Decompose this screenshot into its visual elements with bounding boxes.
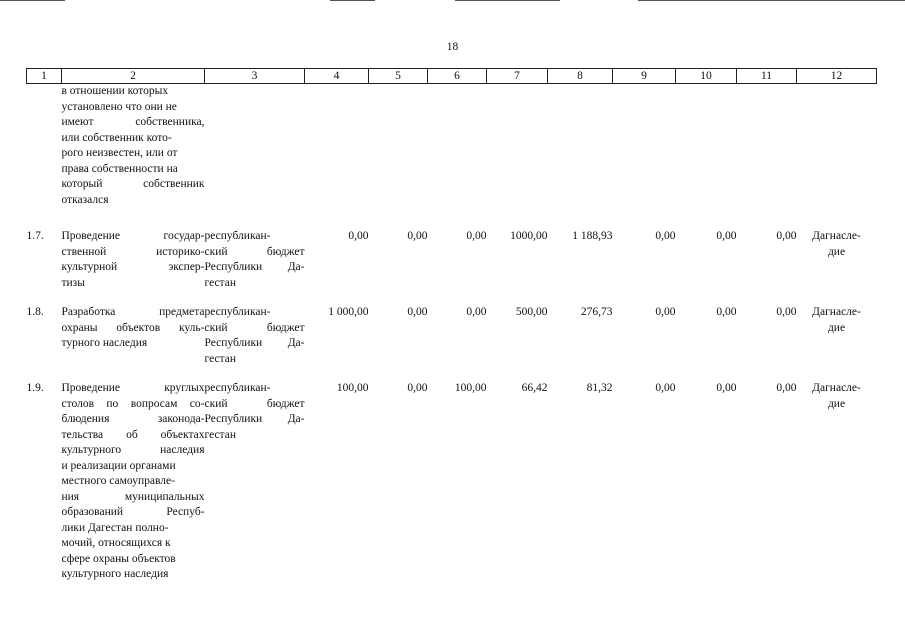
header-cell: 9 [613, 69, 676, 84]
header-cell: 12 [797, 69, 877, 84]
value-cell: 0,00 [716, 382, 737, 394]
table-row [27, 305, 877, 367]
row-number: 1.9. [26, 382, 44, 394]
header-cell: 6 [428, 69, 487, 84]
row-name: Разработка предмета охраны объектов куль- турного наследия [61, 306, 205, 349]
value-cell: 0,00 [407, 382, 428, 394]
value-cell: 1 000,00 [328, 306, 369, 318]
header-cell: 2 [62, 69, 205, 84]
value-cell: 81,32 [586, 382, 613, 394]
row-name: Проведение государ- ственной историко- культурной экспер- тизы [61, 230, 205, 289]
header-cell: 5 [369, 69, 428, 84]
value-cell: 0,00 [466, 306, 487, 318]
value-cell: 0,00 [776, 306, 797, 318]
header-cell: 4 [305, 69, 369, 84]
value-cell: 66,42 [521, 382, 548, 394]
page-number: 18 [446, 41, 459, 53]
value-cell: 0,00 [407, 230, 428, 242]
row-name: Проведение круглых столов по вопросам со- блюдения законода- тельства об объектах культурного наследия и реализации органами местного самоуправле- ния муниципальных образований Респуб- лики Дагестан полно- мочий, относящихся к сфере охраны объектов культурного наследия [61, 382, 205, 580]
value-cell: 100,00 [454, 382, 487, 394]
program-table [26, 68, 877, 583]
row-source: республикан- ский бюджет Республики Да- гестан [204, 382, 305, 441]
continuation-text: в отношении которых установлено что они не имеют собственника, или собственник кото- рого неизвестен, или от права собственности на который собственник отказался [61, 85, 205, 206]
value-cell: 276,73 [580, 306, 613, 318]
row-responsible: Дагнасле- дие [812, 230, 861, 258]
value-cell: 0,00 [407, 306, 428, 318]
top-border-mid [330, 0, 375, 1]
value-cell: 0,00 [655, 306, 676, 318]
row-responsible: Дагнасле- дие [812, 382, 861, 410]
row-responsible: Дагнасле- дие [812, 306, 861, 334]
row-number: 1.7. [26, 230, 44, 242]
value-cell: 100,00 [336, 382, 369, 394]
top-border-center [455, 0, 560, 1]
row-number: 1.8. [26, 306, 44, 318]
row-source: республикан- ский бюджет Республики Да- гестан [204, 306, 305, 365]
value-cell: 0,00 [348, 230, 369, 242]
header-row [27, 69, 877, 84]
header-cell: 10 [676, 69, 737, 84]
value-cell: 0,00 [776, 382, 797, 394]
header-cell: 8 [548, 69, 613, 84]
value-cell: 0,00 [655, 382, 676, 394]
table-row [27, 381, 877, 583]
header-cell: 1 [27, 69, 62, 84]
row-source: республикан- ский бюджет Республики Да- гестан [204, 230, 305, 289]
value-cell: 1 188,93 [572, 230, 613, 242]
table-row [27, 229, 877, 291]
top-border-left [0, 0, 65, 1]
value-cell: 500,00 [515, 306, 548, 318]
table-row [27, 84, 877, 216]
header-cell: 3 [205, 69, 305, 84]
header-cell: 11 [737, 69, 797, 84]
header-cell: 7 [487, 69, 548, 84]
value-cell: 0,00 [716, 306, 737, 318]
top-border-right [638, 0, 905, 1]
value-cell: 0,00 [466, 230, 487, 242]
value-cell: 0,00 [655, 230, 676, 242]
value-cell: 0,00 [776, 230, 797, 242]
value-cell: 0,00 [716, 230, 737, 242]
value-cell: 1000,00 [510, 230, 548, 242]
